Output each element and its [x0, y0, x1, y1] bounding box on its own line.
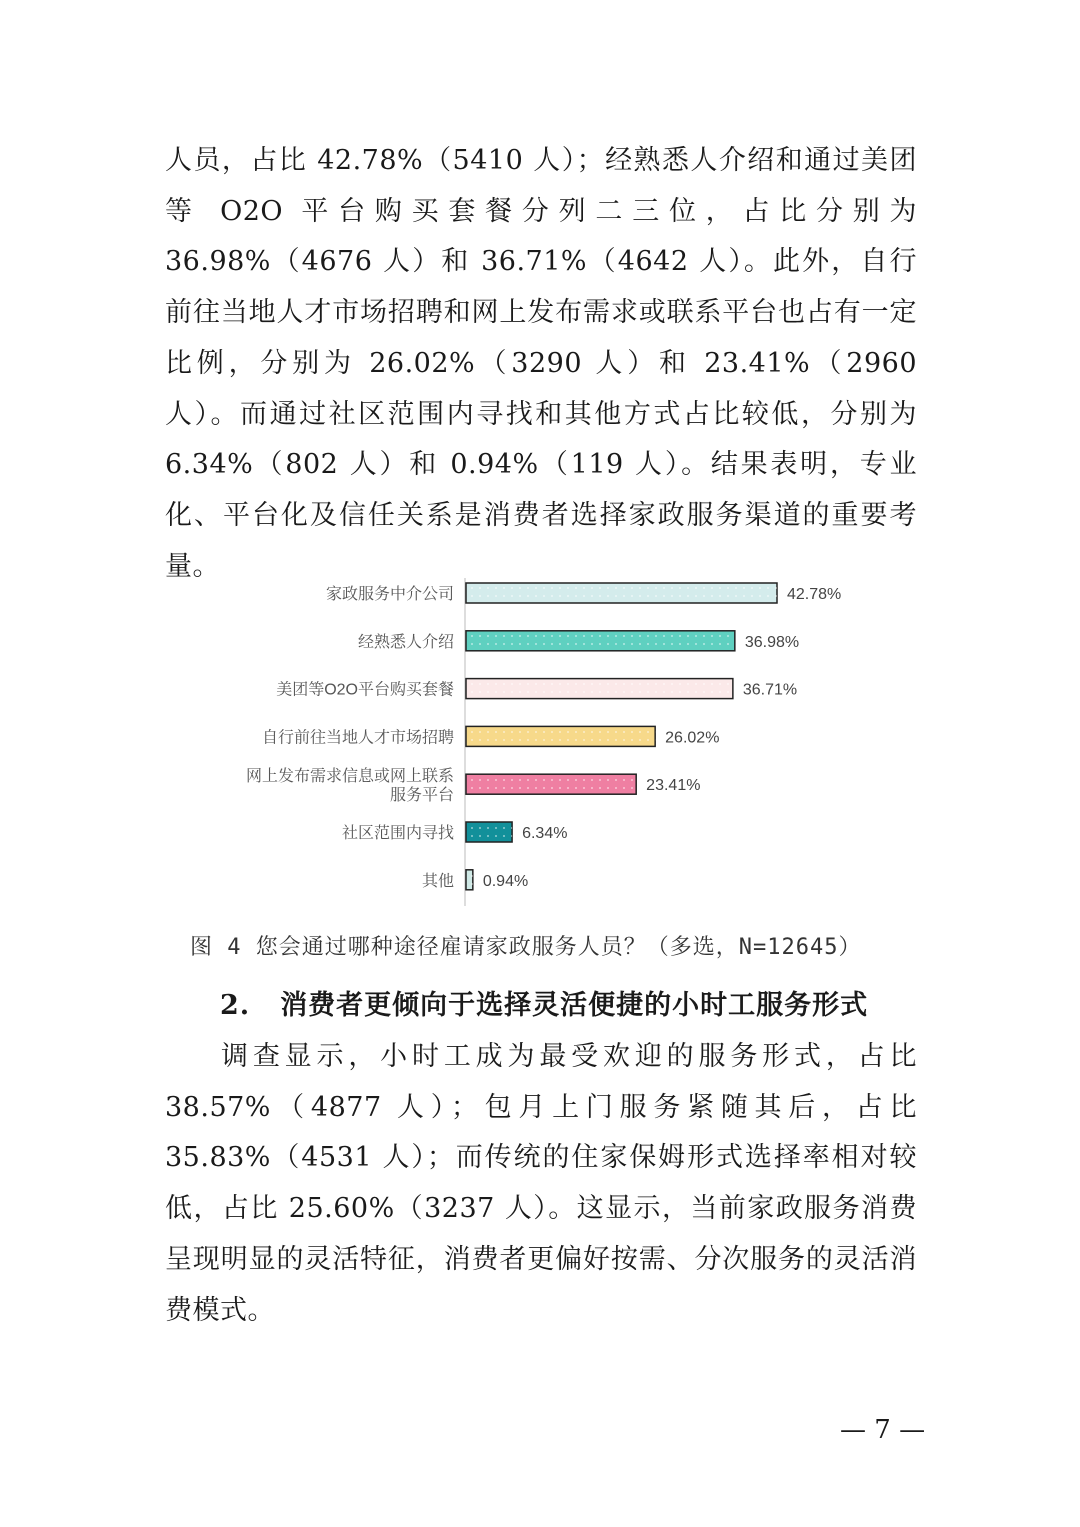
value-label-3: 26.02%: [665, 729, 720, 747]
bar-texture-1: [466, 631, 735, 651]
bar-texture-3: [466, 726, 655, 746]
bar-texture-0: [466, 583, 777, 603]
category-label-5: 社区范围内寻找: [341, 825, 454, 842]
bar-texture-5: [466, 822, 512, 842]
section-heading: [220, 983, 868, 1022]
category-label-4-1: 服务平台: [389, 787, 454, 805]
bar-chart: [230, 570, 870, 910]
value-label-6: 0.94%: [482, 872, 529, 890]
section-title: 消费者更倾向于选择灵活便捷的小时工服务形式: [280, 990, 869, 1021]
value-label-1: 36.98%: [744, 633, 800, 651]
category-label-0: 家政服务中介公司: [325, 586, 454, 603]
page-number: — 7 —: [840, 1415, 926, 1445]
value-label-2: 36.71%: [742, 681, 798, 699]
value-label-4: 23.41%: [646, 777, 701, 795]
bar-texture-4: [466, 774, 636, 794]
category-label-6: 其他: [421, 872, 454, 890]
figure-caption: 图 4 您会通过哪种途径雇请家政服务人员？（多选，N=12645）: [190, 935, 862, 960]
category-label-4-0: 网上发布需求信息或网上联系: [245, 768, 454, 786]
body-paragraph-2: 调查显示，小时工成为最受欢迎的服务形式，占比 38.57%（4877 人）；包月上门服务紧随其后，占比 35.83%（4531 人）；而传统的住家保姆形式选择率相对较低，占比 25.60%（3237 人）。这显示，当前家政服务消费呈现明显的灵活特征，消费者更偏好按需、分次服务的灵活消费模式。: [165, 1041, 917, 1326]
section-number: 2.: [220, 990, 251, 1021]
bar-texture-2: [466, 679, 733, 699]
category-label-2: 美团等O2O平台购买套餐: [276, 681, 454, 699]
category-label-3: 自行前往当地人才市场招聘: [261, 729, 454, 747]
value-label-0: 42.78%: [787, 586, 842, 603]
body-paragraph-1: 人员，占比 42.78%（5410 人）；经熟悉人介绍和通过美团等 O2O 平台购买套餐分列二三位，占比分别为 36.98%（4676 人）和 36.71%（4642 人）。此外，自行前往当地人才市场招聘和网上发布需求或联系平台也占有一定比例，分别为 26.02%（3290 人）和 23.41%（2960 人）。而通过社区范围内寻找和其他方式占比较低，分别为 6.34%（802 人）和 0.94%（119 人）。结果表明，专业化、平台化及信任关系是消费者选择家政服务渠道的重要考量。: [165, 145, 917, 582]
category-label-1: 经熟悉人介绍: [357, 633, 454, 651]
value-label-5: 6.34%: [522, 825, 568, 842]
bar-texture-6: [466, 870, 473, 890]
